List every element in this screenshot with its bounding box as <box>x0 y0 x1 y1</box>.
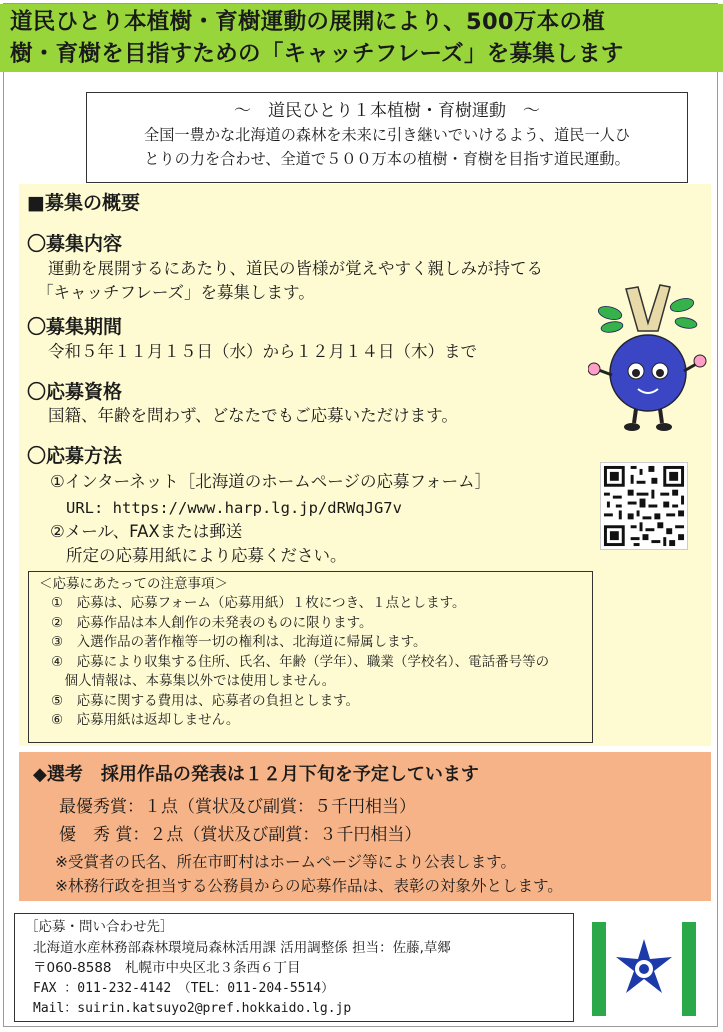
prize-top: 最優秀賞：１点（賞状及び副賞：５千円相当） <box>59 797 416 817</box>
overview-heading: ■募集の概要 <box>27 192 140 214</box>
contact-heading: ［応募・問い合わせ先］ <box>25 919 174 935</box>
note-item: ⑤ 応募に関する費用は、応募者の負担とします。 <box>51 692 360 709</box>
method-heading: 〇応募方法 <box>27 445 123 467</box>
selection-panel <box>19 752 711 901</box>
content-heading: 〇募集内容 <box>27 233 123 255</box>
title-line-1: 道民ひとり本植樹・育樹運動の展開により、500万本の植 <box>10 9 606 35</box>
selection-note-1: ※受賞者の氏名、所在市町村はホームページ等により公表します。 <box>55 853 516 871</box>
blueberry-mascot-icon <box>588 283 708 433</box>
motto-line-1: 全国一豊かな北海道の森林を未来に引き継いでいけるよう、道民一人ひ <box>144 126 630 144</box>
selection-note-2: ※林務行政を担当する公務員からの応募作品は、表彰の対象外とします。 <box>55 877 563 895</box>
note-item: ⑥ 応募用紙は返却しません。 <box>51 712 240 728</box>
note-item: 個人情報は、本募集以外では使用しません。 <box>51 673 336 689</box>
prize-excellent: 優 秀 賞：２点（賞状及び副賞：３千円相当） <box>59 825 422 845</box>
contact-fax: FAX ：011-232-4142 （TEL：011-204-5514） <box>33 980 335 996</box>
eligibility-heading: 〇応募資格 <box>27 381 123 403</box>
method-mail: ②メール、FAXまたは郵送 <box>50 522 243 541</box>
content-text-2: 「キャッチフレーズ」を募集します。 <box>37 283 315 302</box>
notes-heading: ＜応募にあたっての注意事項＞ <box>39 576 228 592</box>
qr-code-icon[interactable] <box>600 462 688 550</box>
contact-address: 〒060-8588 札幌市中央区北３条西６丁目 <box>33 960 301 976</box>
note-item: ③ 入選作品の著作権等一切の権利は、北海道に帰属します。 <box>51 634 427 650</box>
eligibility-text: 国籍、年齢を問わず、どなたでもご応募いただけます。 <box>48 406 458 425</box>
notes-box <box>28 571 593 743</box>
contact-box <box>14 913 574 1022</box>
note-item: ② 応募作品は本人創作の未発表のものに限ります。 <box>51 614 373 631</box>
content-text-1: 運動を展開するにあたり、道民の皆様が覚えやすく親しみが持てる <box>48 259 543 278</box>
period-text: 令和５年１１月１５日（水）から１２月１４日（木）まで <box>48 342 477 361</box>
selection-heading: ◆選考 採用作品の発表は１２月下旬を予定しています <box>33 764 479 785</box>
period-heading: 〇募集期間 <box>27 316 123 338</box>
method-internet: ①インターネット［北海道のホームページの応募フォーム］ <box>50 472 492 491</box>
title-banner <box>0 4 723 72</box>
contact-mail[interactable]: Mail：suirin.katsuyo2@pref.hokkaido.lg.jp <box>33 1001 352 1016</box>
method-url[interactable]: URL: https://www.harp.lg.jp/dRWqJG7v <box>66 499 402 517</box>
title-line-2: 樹・育樹を目指すための「キャッチフレーズ」を募集します <box>10 41 624 67</box>
hokkaido-emblem-icon <box>592 922 696 1016</box>
motto-line-2: とりの力を合わせ、全道で５００万本の植樹・育樹を目指す道民運動。 <box>144 150 630 168</box>
motto-box <box>86 92 688 183</box>
motto-heading: 〜 道民ひとり１本植樹・育樹運動 〜 <box>234 101 540 121</box>
note-item: ④ 応募により収集する住所、氏名、年齢（学年）、職業（学校名）、電話番号等の <box>51 653 550 670</box>
note-item: ① 応募は、応募フォーム（応募用紙）１枚につき、１点とします。 <box>51 595 466 611</box>
contact-dept: 北海道水産林務部森林環境局森林活用課 活用調整係 担当：佐藤,草郷 <box>33 939 451 956</box>
method-form: 所定の応募用紙により応募ください。 <box>66 546 347 565</box>
